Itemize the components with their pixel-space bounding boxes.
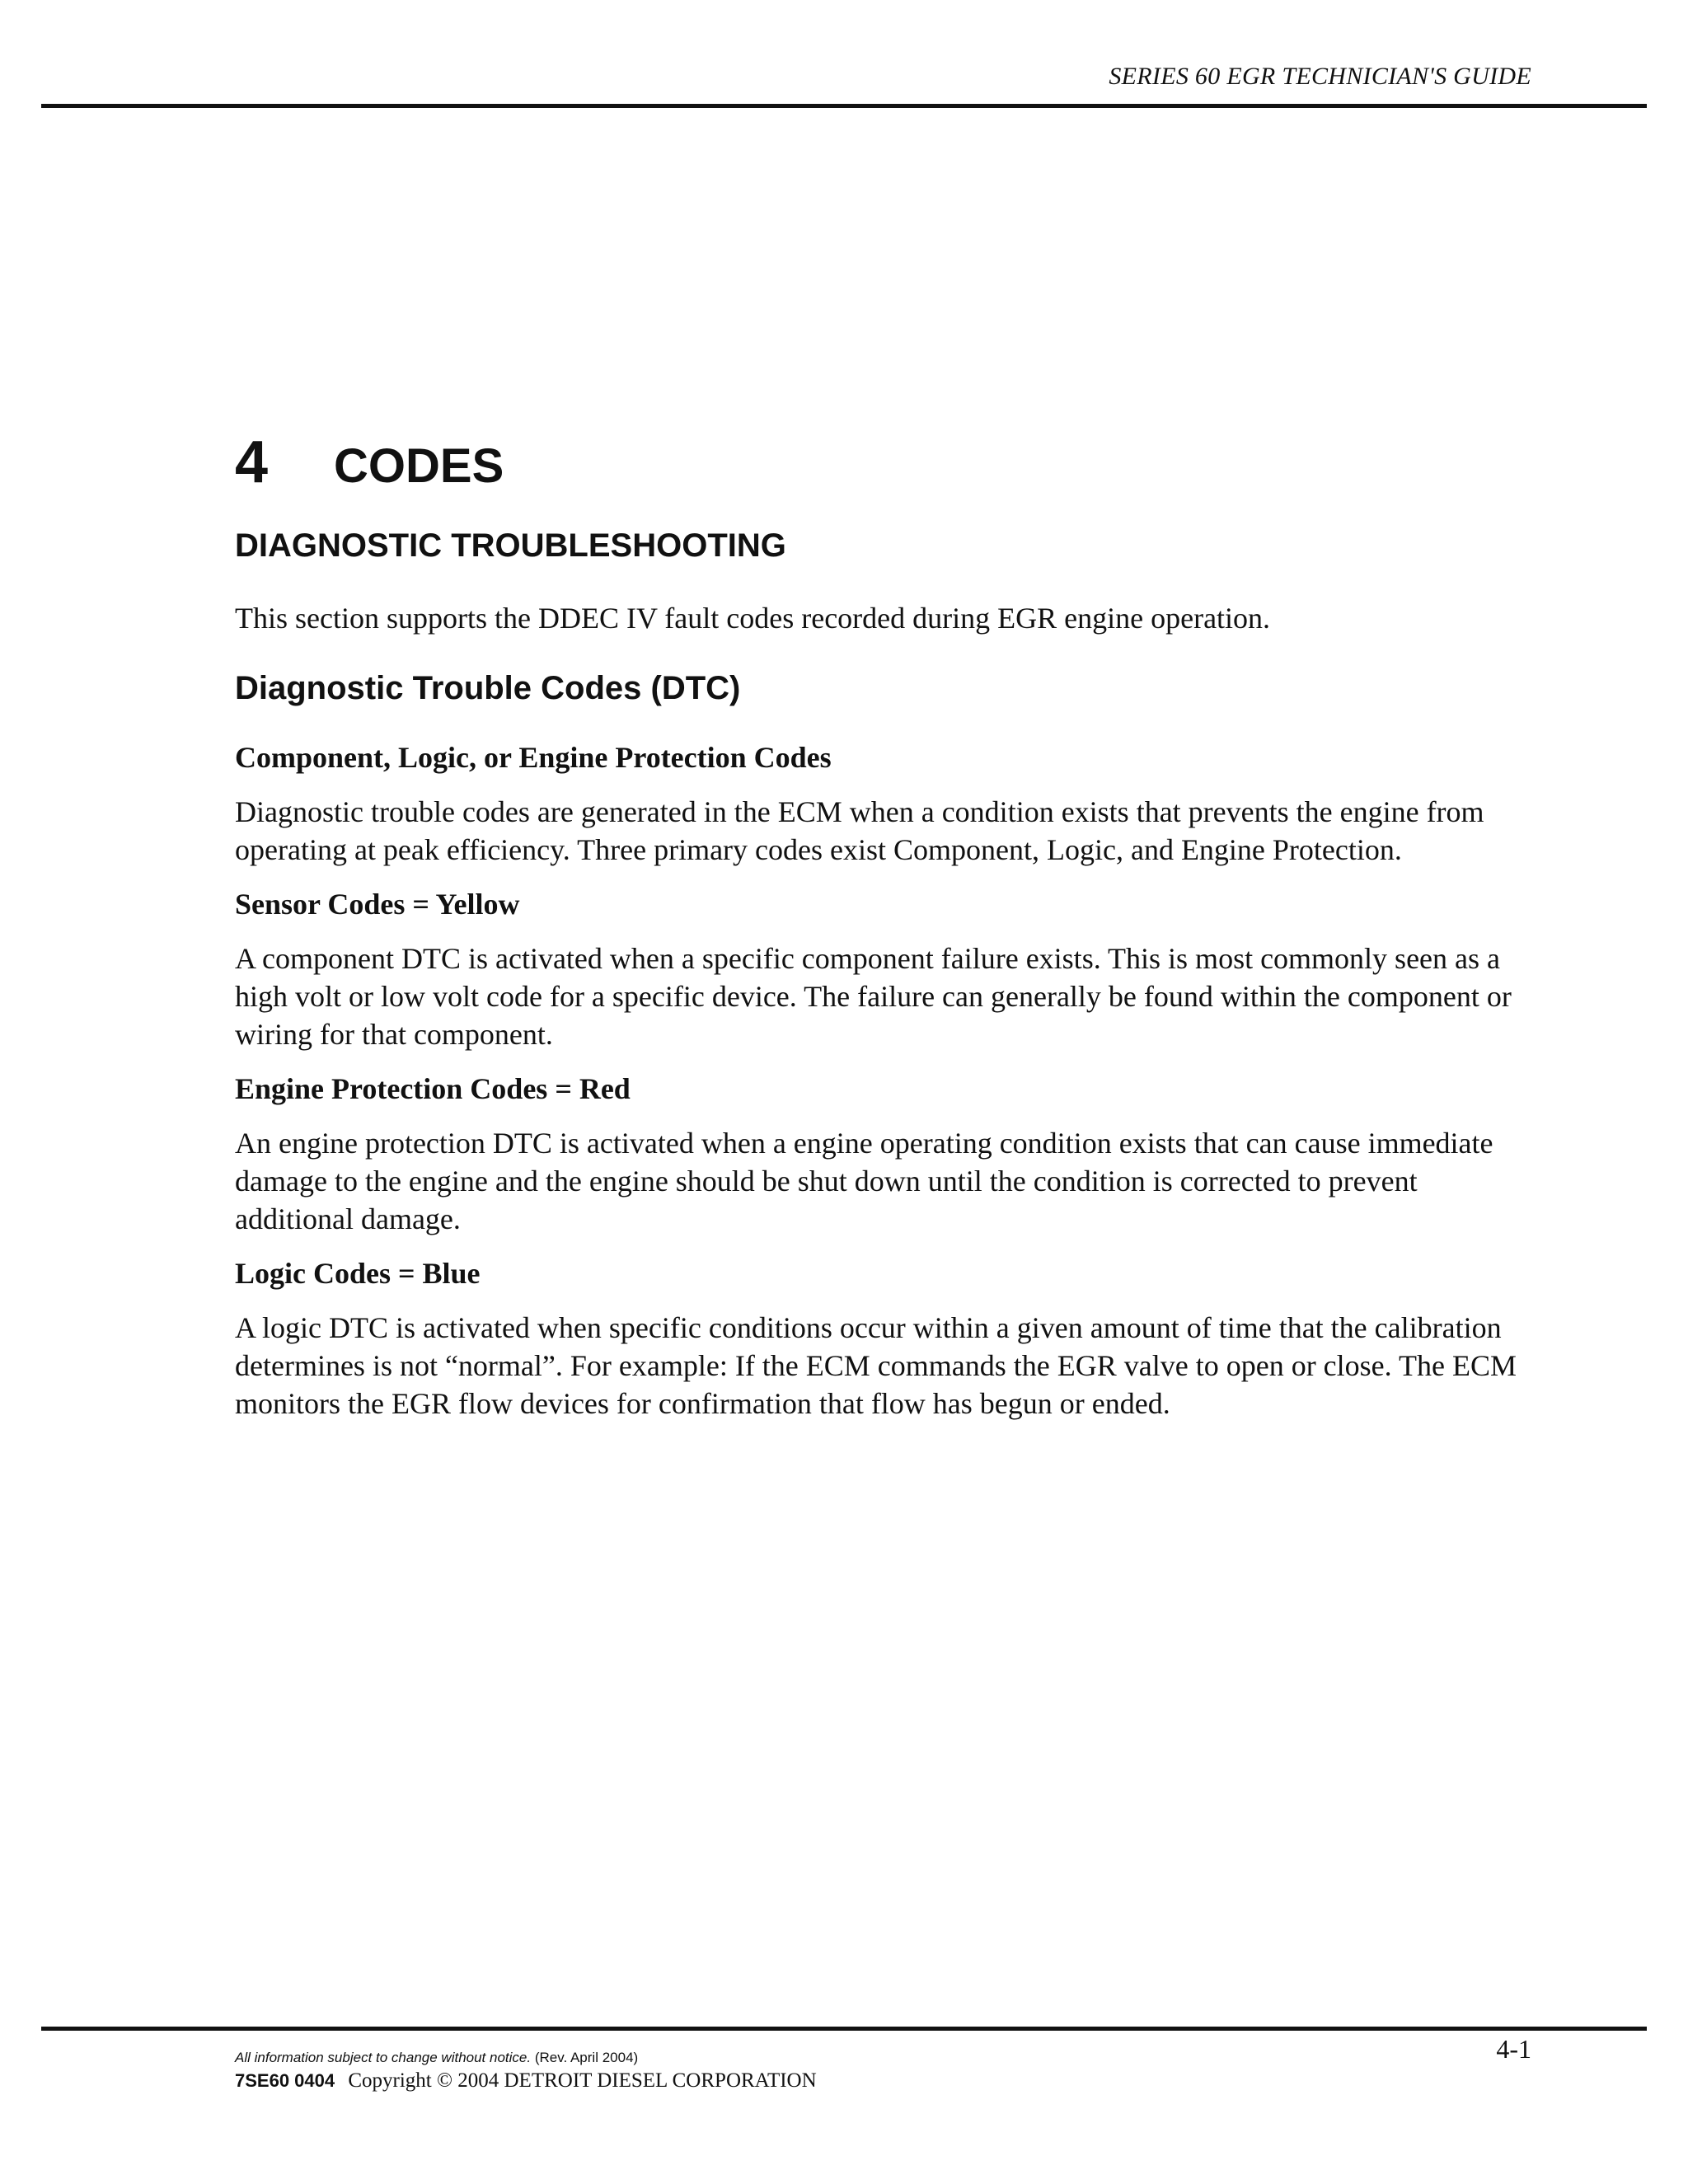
block-heading: Logic Codes = Blue bbox=[235, 1257, 481, 1290]
subsection-heading: Diagnostic Trouble Codes (DTC) bbox=[235, 670, 741, 706]
code-category-block bbox=[235, 885, 1537, 1053]
page-number: 4-1 bbox=[1496, 2034, 1531, 2064]
footer-notice: All information subject to change without notice. bbox=[235, 2050, 532, 2065]
footer-doc-code: 7SE60 0404 bbox=[235, 2070, 335, 2091]
footer bbox=[235, 2047, 817, 2093]
block-heading: Engine Protection Codes = Red bbox=[235, 1072, 631, 1105]
chapter-title: CODES bbox=[334, 439, 504, 493]
code-category-block bbox=[235, 1070, 1537, 1238]
footer-revision: (Rev. April 2004) bbox=[534, 2050, 639, 2065]
code-category-block bbox=[235, 1254, 1537, 1422]
footer-notice-line bbox=[235, 2047, 817, 2069]
footer-copyright-line bbox=[235, 2069, 817, 2093]
block-heading: Component, Logic, or Engine Protection Codes bbox=[235, 741, 832, 774]
footer-rule bbox=[41, 2027, 1647, 2031]
block-body: A component DTC is activated when a specific component failure exists. This is most commonly seen as a high volt or low volt code for a specific device. The failure can generally be found within the component or wiring for that component. bbox=[235, 942, 1512, 1051]
code-category-block bbox=[235, 738, 1537, 869]
section-intro: This section supports the DDEC IV fault codes recorded during EGR engine operation. bbox=[235, 602, 1271, 635]
header-rule bbox=[41, 104, 1647, 108]
chapter-heading bbox=[235, 429, 1537, 496]
section-heading: DIAGNOSTIC TROUBLESHOOTING bbox=[235, 527, 786, 564]
block-body: Diagnostic trouble codes are generated in the ECM when a condition exists that prevents the engine from operating at peak efficiency. Three primary codes exist Component, Logic, and Engine Protection. bbox=[235, 795, 1484, 866]
page-content bbox=[235, 429, 1537, 1422]
block-body: An engine protection DTC is activated when a engine operating condition exists that can cause immediate damage to the engine and the engine should be shut down until the condition is corrected to prevent additional damage. bbox=[235, 1127, 1493, 1235]
block-heading: Sensor Codes = Yellow bbox=[235, 888, 520, 921]
footer-copyright: Copyright © 2004 DETROIT DIESEL CORPORATION bbox=[348, 2069, 817, 2092]
chapter-number: 4 bbox=[235, 429, 269, 495]
block-body: A logic DTC is activated when specific conditions occur within a given amount of time that the calibration determines is not “normal”. For example: If the ECM commands the EGR valve to open or close. The ECM monitors the EGR flow devices for confirmation that flow has begun or ended. bbox=[235, 1311, 1517, 1420]
running-header-title: SERIES 60 EGR TECHNICIAN'S GUIDE bbox=[1109, 63, 1531, 90]
